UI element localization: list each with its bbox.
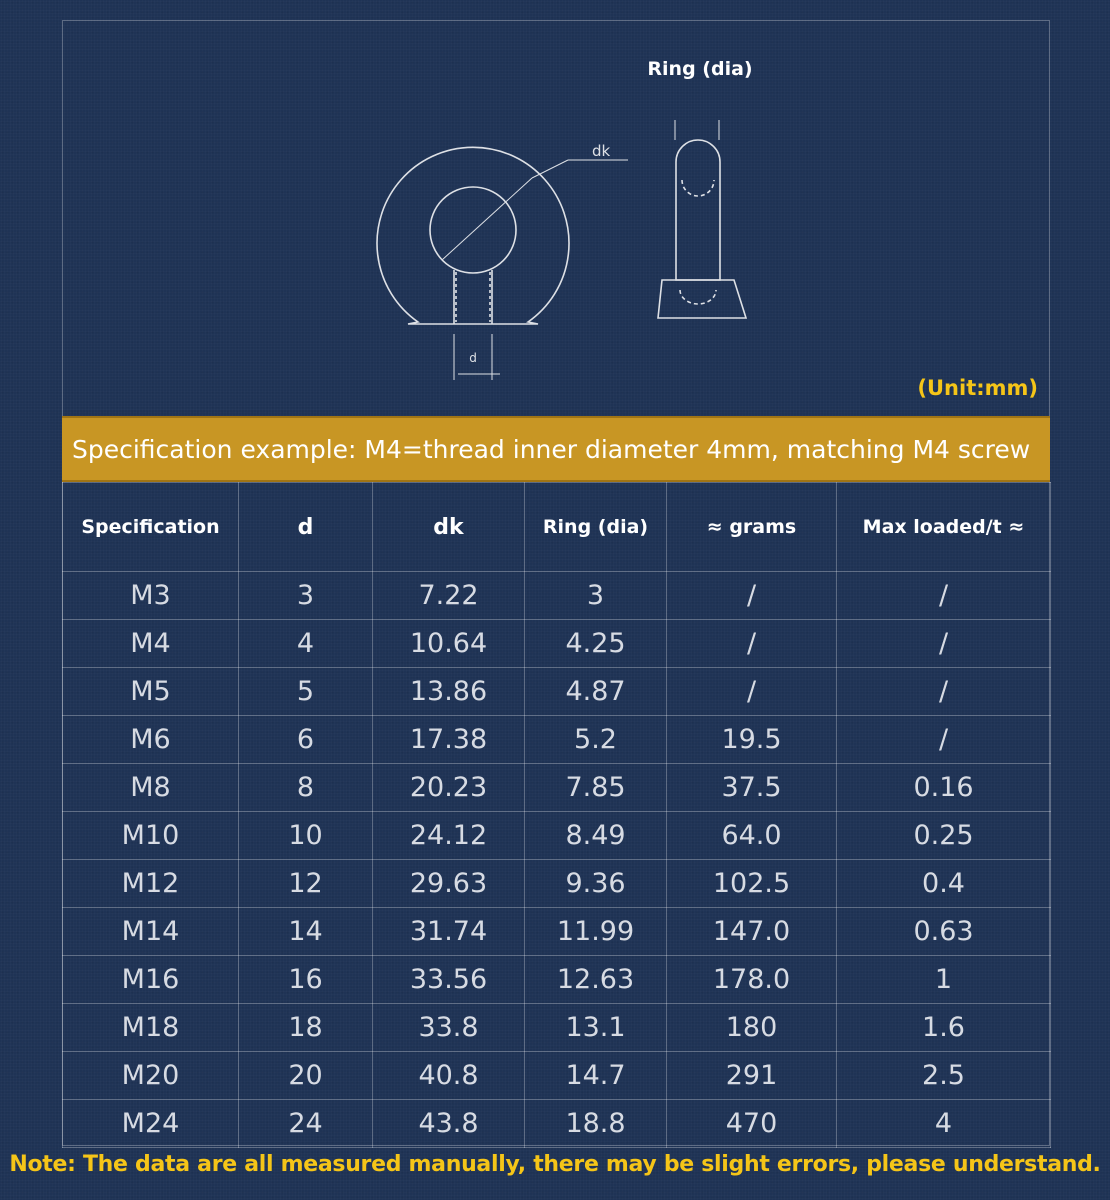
side-view-base [658, 280, 746, 318]
ring-dia-title: Ring (dia) [647, 58, 753, 80]
ring-dia-cell: 8.49 [525, 812, 667, 860]
spec-cell: M8 [63, 764, 239, 812]
table-row [63, 1052, 1051, 1100]
dk-cell: 40.8 [373, 1052, 525, 1100]
max-loaded-cell: 0.63 [837, 908, 1051, 956]
dk-cell: 31.74 [373, 908, 525, 956]
spec-cell: M14 [63, 908, 239, 956]
max-loaded-cell: / [837, 716, 1051, 764]
ring-dia-cell: 18.8 [525, 1100, 667, 1148]
specification-example-banner: Specification example: M4=thread inner diameter 4mm, matching M4 screw [62, 416, 1050, 482]
d-cell: 20 [239, 1052, 373, 1100]
ring-dia-cell: 3 [525, 572, 667, 620]
table-row [63, 572, 1051, 620]
grams-cell: 64.0 [667, 812, 837, 860]
max-loaded-cell: 0.16 [837, 764, 1051, 812]
spec-cell: M3 [63, 572, 239, 620]
ring-dia-cell: 11.99 [525, 908, 667, 956]
ring-dia-cell: 9.36 [525, 860, 667, 908]
grams-cell: 102.5 [667, 860, 837, 908]
d-cell: 4 [239, 620, 373, 668]
header-d: d [239, 483, 373, 572]
dk-cell: 17.38 [373, 716, 525, 764]
d-cell: 3 [239, 572, 373, 620]
spec-cell: M16 [63, 956, 239, 1004]
grams-cell: / [667, 620, 837, 668]
table-row [63, 716, 1051, 764]
table-row [63, 812, 1051, 860]
dk-cell: 24.12 [373, 812, 525, 860]
d-cell: 16 [239, 956, 373, 1004]
max-loaded-cell: 0.25 [837, 812, 1051, 860]
table-row [63, 1100, 1051, 1148]
max-loaded-cell: 1 [837, 956, 1051, 1004]
d-cell: 14 [239, 908, 373, 956]
grams-cell: 178.0 [667, 956, 837, 1004]
table-header-row [63, 483, 1051, 572]
max-loaded-cell: 2.5 [837, 1052, 1051, 1100]
grams-cell: 180 [667, 1004, 837, 1052]
grams-cell: / [667, 572, 837, 620]
ring-dia-cell: 4.25 [525, 620, 667, 668]
d-cell: 6 [239, 716, 373, 764]
dk-cell: 20.23 [373, 764, 525, 812]
max-loaded-cell: 0.4 [837, 860, 1051, 908]
dk-cell: 7.22 [373, 572, 525, 620]
table-row [63, 764, 1051, 812]
spec-cell: M5 [63, 668, 239, 716]
spec-cell: M20 [63, 1052, 239, 1100]
max-loaded-cell: / [837, 620, 1051, 668]
unit-label: (Unit:mm) [917, 376, 1038, 400]
grams-cell: 37.5 [667, 764, 837, 812]
ring-dia-cell: 14.7 [525, 1052, 667, 1100]
grams-cell: 470 [667, 1100, 837, 1148]
table-row [63, 1004, 1051, 1052]
spec-cell: M6 [63, 716, 239, 764]
table-row [63, 620, 1051, 668]
header-specification: Specification [63, 483, 239, 572]
ring-dia-cell: 7.85 [525, 764, 667, 812]
d-cell: 10 [239, 812, 373, 860]
spec-cell: M12 [63, 860, 239, 908]
ring-dia-cell: 13.1 [525, 1004, 667, 1052]
d-cell: 18 [239, 1004, 373, 1052]
eye-inner-hole [430, 187, 516, 273]
header-ring-dia: Ring (dia) [525, 483, 667, 572]
d-cell: 24 [239, 1100, 373, 1148]
d-cell: 12 [239, 860, 373, 908]
dk-cell: 10.64 [373, 620, 525, 668]
spec-cell: M24 [63, 1100, 239, 1148]
dk-label: dk [592, 142, 611, 160]
table-row [63, 860, 1051, 908]
grams-cell: 19.5 [667, 716, 837, 764]
spec-table [62, 482, 1051, 1148]
dk-cell: 29.63 [373, 860, 525, 908]
table-row [63, 668, 1051, 716]
spec-cell: M4 [63, 620, 239, 668]
table-row [63, 956, 1051, 1004]
max-loaded-cell: / [837, 668, 1051, 716]
max-loaded-cell: / [837, 572, 1051, 620]
grams-cell: 291 [667, 1052, 837, 1100]
header-grams: ≈ grams [667, 483, 837, 572]
dk-cell: 33.8 [373, 1004, 525, 1052]
disclaimer-note: Note: The data are all measured manually, there may be slight errors, please understand. [9, 1152, 1101, 1177]
grams-cell: 147.0 [667, 908, 837, 956]
eye-nut-diagram [370, 120, 770, 390]
max-loaded-cell: 1.6 [837, 1004, 1051, 1052]
dk-cell: 33.56 [373, 956, 525, 1004]
d-cell: 5 [239, 668, 373, 716]
spec-cell: M18 [63, 1004, 239, 1052]
spec-cell: M10 [63, 812, 239, 860]
ring-dia-cell: 4.87 [525, 668, 667, 716]
ring-dia-cell: 5.2 [525, 716, 667, 764]
d-cell: 8 [239, 764, 373, 812]
table-row [63, 908, 1051, 956]
header-dk: dk [373, 483, 525, 572]
side-view-shank [676, 140, 720, 280]
header-max-loaded: Max loaded/t ≈ [837, 483, 1051, 572]
dk-cell: 13.86 [373, 668, 525, 716]
ring-dia-cell: 12.63 [525, 956, 667, 1004]
dk-cell: 43.8 [373, 1100, 525, 1148]
max-loaded-cell: 4 [837, 1100, 1051, 1148]
d-label: d [469, 351, 477, 365]
grams-cell: / [667, 668, 837, 716]
